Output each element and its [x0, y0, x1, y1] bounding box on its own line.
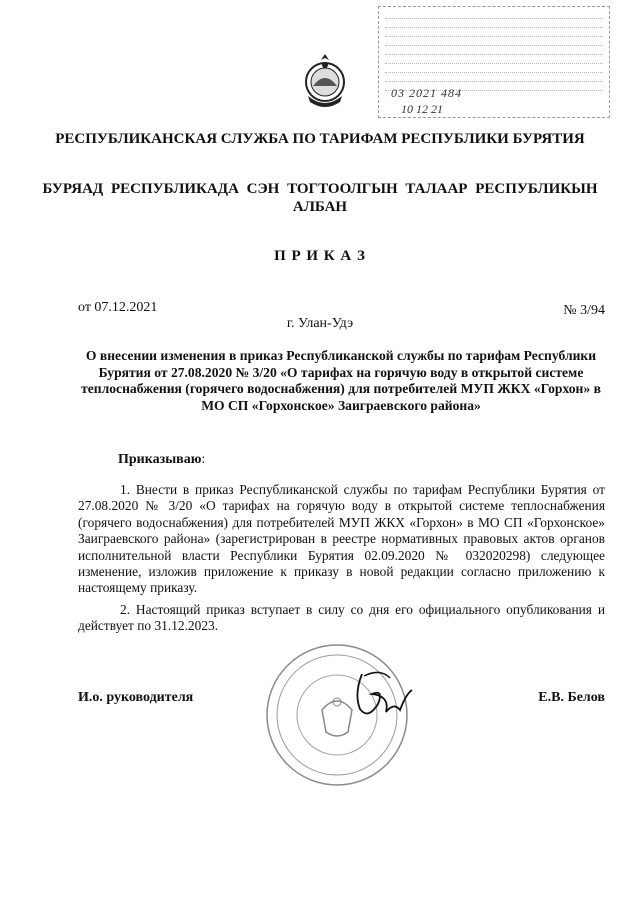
order-intro: [118, 452, 205, 468]
document-title: О внесении изменения в приказ Республиканской службы по тарифам Республики Бурятия от 27.08.2020 № 3/20 «О тарифах на горячую воду в открытой системе теплоснабжения (горячего водоснабжения) для потребителей МУП ЖКХ «Горхон» в МО СП «Горхонское» Заиграевского района»: [81, 348, 601, 413]
order-colon: :: [201, 452, 206, 467]
document-number: № 3/94: [563, 303, 605, 318]
agency-name-bua: БУРЯАД РЕСПУБЛИКАДА СЭН ТОГТООЛГЫН ТАЛААР РЕСПУБЛИКЫН АЛБАН: [42, 181, 598, 215]
document-date: от 07.12.2021: [78, 300, 158, 315]
handwritten-signature-icon: [350, 664, 420, 724]
document-city: г. Улан-Удэ: [286, 316, 354, 331]
signature-position: И.о. руководителя: [78, 690, 194, 705]
registration-date: 10 12 21: [401, 102, 443, 116]
order-item-1: 1. Внести в приказ Республиканской службы по тарифам Республики Бурятия от 27.08.2020 № 3/20 «О тарифах на горячую воду в открытой системе теплоснабжения (горячего водоснабжения) для потребителей МУП ЖКХ «Горхон» в МО СП «Горхонское» Заиграевского района» (зарегистрирован в реестре нормативных правовых актов органов исполнительной власти Республики Бурятия 02.09.2020 № 032020298) следующее изменение, изложив приложение к приказу в новой редакции согласно приложению к настоящему приказу.: [78, 482, 605, 596]
agency-name-ru: РЕСПУБЛИКАНСКАЯ СЛУЖБА ПО ТАРИФАМ РЕСПУБЛИКИ БУРЯТИЯ: [55, 131, 585, 147]
signature-name: Е.В. Белов: [538, 690, 605, 705]
order-word: Приказываю: [118, 452, 202, 467]
registration-number: 03 2021 484: [391, 86, 462, 100]
order-item-2: 2. Настоящий приказ вступает в силу со дня его официального опубликования и действует по 31.12.2023.: [78, 602, 605, 634]
coat-of-arms-icon: [300, 52, 350, 112]
document-type: П Р И К А З: [274, 248, 366, 264]
registration-stamp: [378, 6, 610, 118]
